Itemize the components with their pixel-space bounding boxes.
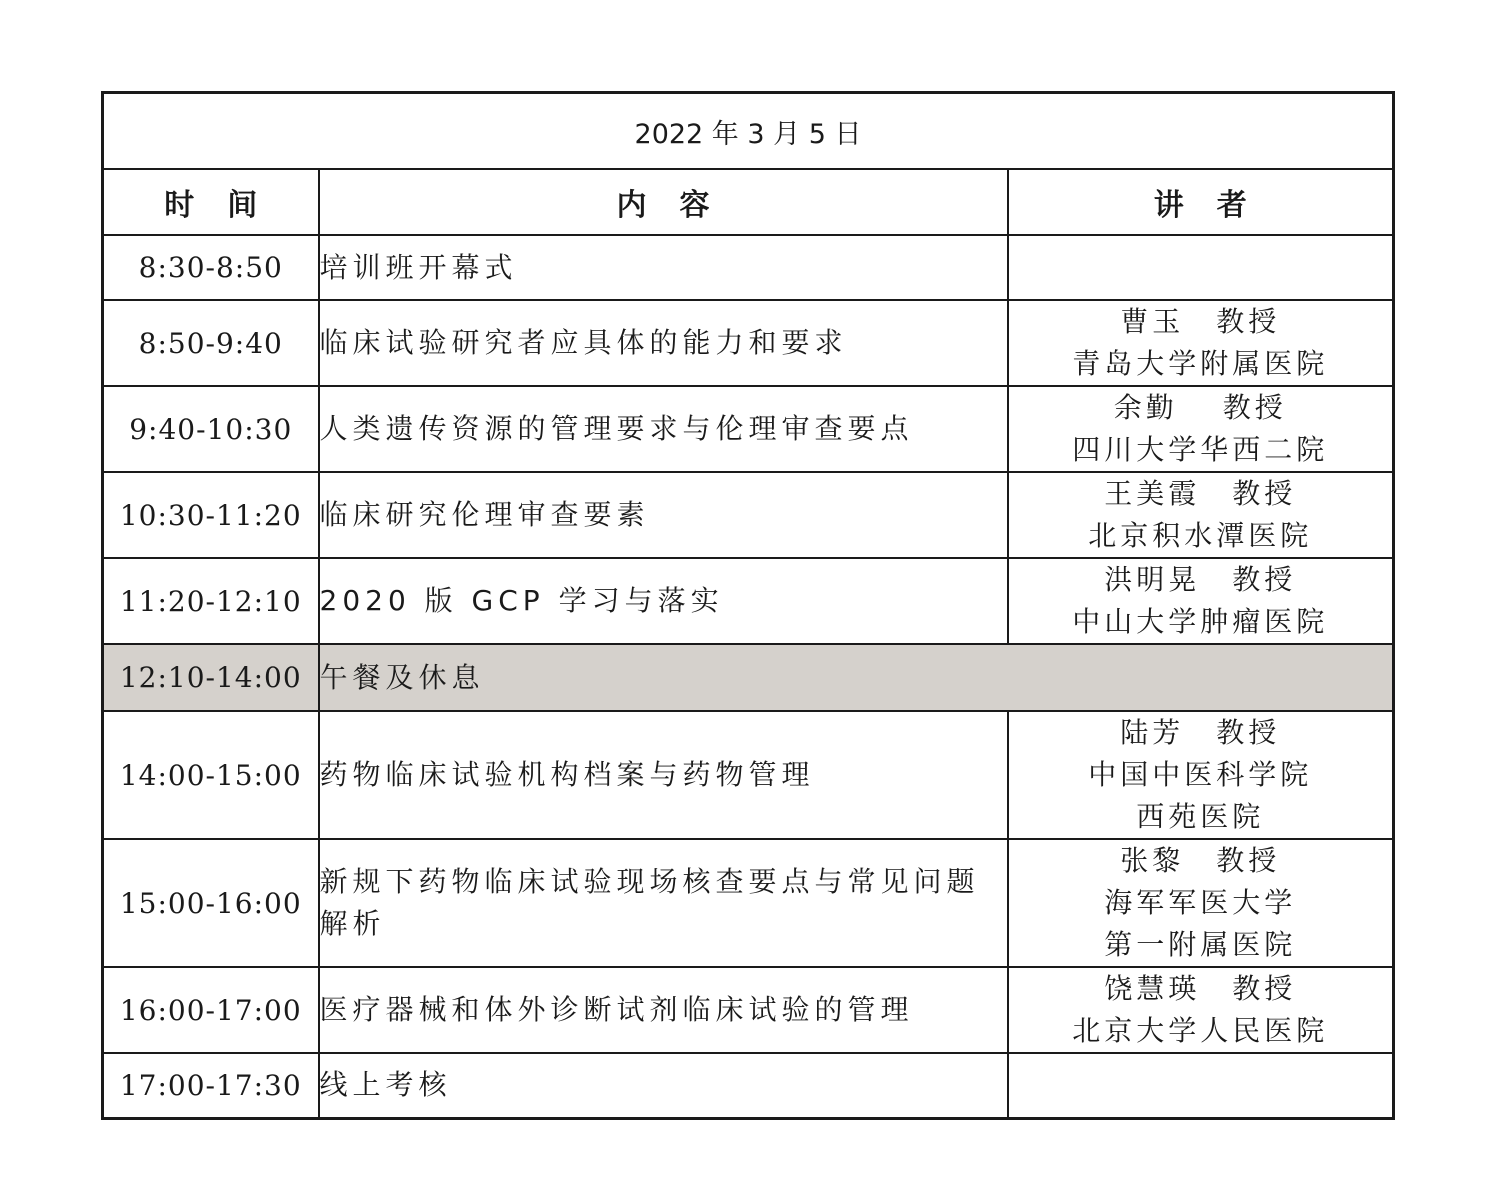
speaker-name: 饶慧瑛 教授 xyxy=(1104,972,1297,1005)
table-row xyxy=(103,1053,1394,1118)
schedule-body xyxy=(103,235,1394,1118)
row-time: 8:50-9:40 xyxy=(103,300,319,386)
table-row xyxy=(103,300,1394,386)
row-content: 药物临床试验机构档案与药物管理 xyxy=(319,711,1008,839)
speaker-name: 陆芳 教授 xyxy=(1120,716,1281,749)
speaker-affiliation: 四川大学华西二院 xyxy=(1072,433,1329,466)
date-row xyxy=(103,93,1394,170)
speaker-affiliation: 青岛大学附属医院 xyxy=(1072,347,1329,380)
header-content: 内容 xyxy=(319,169,1008,235)
row-time: 8:30-8:50 xyxy=(103,235,319,300)
row-time: 17:00-17:30 xyxy=(103,1053,319,1118)
row-time: 15:00-16:00 xyxy=(103,839,319,967)
row-speaker xyxy=(1008,967,1394,1053)
speaker-affiliation: 中山大学肿瘤医院 xyxy=(1072,605,1329,638)
row-time: 14:00-15:00 xyxy=(103,711,319,839)
row-time: 12:10-14:00 xyxy=(103,644,319,711)
row-speaker xyxy=(1008,235,1394,300)
row-speaker xyxy=(1008,1053,1394,1118)
speaker-name: 洪明晃 教授 xyxy=(1104,563,1297,596)
row-time: 11:20-12:10 xyxy=(103,558,319,644)
row-content: 线上考核 xyxy=(319,1053,1008,1118)
row-content: 人类遗传资源的管理要求与伦理审查要点 xyxy=(319,386,1008,472)
table-row xyxy=(103,472,1394,558)
table-row-break xyxy=(103,644,1394,711)
speaker-name: 王美霞 教授 xyxy=(1104,477,1297,510)
table-row xyxy=(103,235,1394,300)
table-row xyxy=(103,558,1394,644)
row-time: 9:40-10:30 xyxy=(103,386,319,472)
table-row xyxy=(103,711,1394,839)
row-content: 医疗器械和体外诊断试剂临床试验的管理 xyxy=(319,967,1008,1053)
speaker-affiliation: 海军军医大学 xyxy=(1104,886,1297,919)
row-time: 16:00-17:00 xyxy=(103,967,319,1053)
row-speaker xyxy=(1008,839,1394,967)
speaker-affiliation: 北京大学人民医院 xyxy=(1072,1014,1329,1047)
header-speaker: 讲者 xyxy=(1008,169,1394,235)
schedule-date: 2022 年 3 月 5 日 xyxy=(103,93,1394,170)
schedule-table xyxy=(101,91,1395,1120)
speaker-name: 余勤 教授 xyxy=(1113,391,1287,424)
table-row xyxy=(103,839,1394,967)
row-content: 临床试验研究者应具体的能力和要求 xyxy=(319,300,1008,386)
row-speaker xyxy=(1008,711,1394,839)
row-time: 10:30-11:20 xyxy=(103,472,319,558)
row-content: 临床研究伦理审查要素 xyxy=(319,472,1008,558)
row-speaker xyxy=(1008,386,1394,472)
speaker-name: 曹玉 教授 xyxy=(1120,305,1281,338)
speaker-affiliation: 北京积水潭医院 xyxy=(1088,519,1313,552)
row-speaker xyxy=(1008,300,1394,386)
speaker-affiliation: 西苑医院 xyxy=(1136,800,1265,833)
row-content: 午餐及休息 xyxy=(319,644,1394,711)
table-row xyxy=(103,386,1394,472)
row-content: 2020 版 GCP 学习与落实 xyxy=(319,558,1008,644)
row-speaker xyxy=(1008,558,1394,644)
table-row xyxy=(103,967,1394,1053)
header-row xyxy=(103,169,1394,235)
row-content: 新规下药物临床试验现场核查要点与常见问题解析 xyxy=(319,839,1008,967)
speaker-affiliation: 第一附属医院 xyxy=(1104,928,1297,961)
header-time: 时间 xyxy=(103,169,319,235)
row-speaker xyxy=(1008,472,1394,558)
row-content: 培训班开幕式 xyxy=(319,235,1008,300)
speaker-name: 张黎 教授 xyxy=(1120,844,1281,877)
speaker-affiliation: 中国中医科学院 xyxy=(1088,758,1313,791)
